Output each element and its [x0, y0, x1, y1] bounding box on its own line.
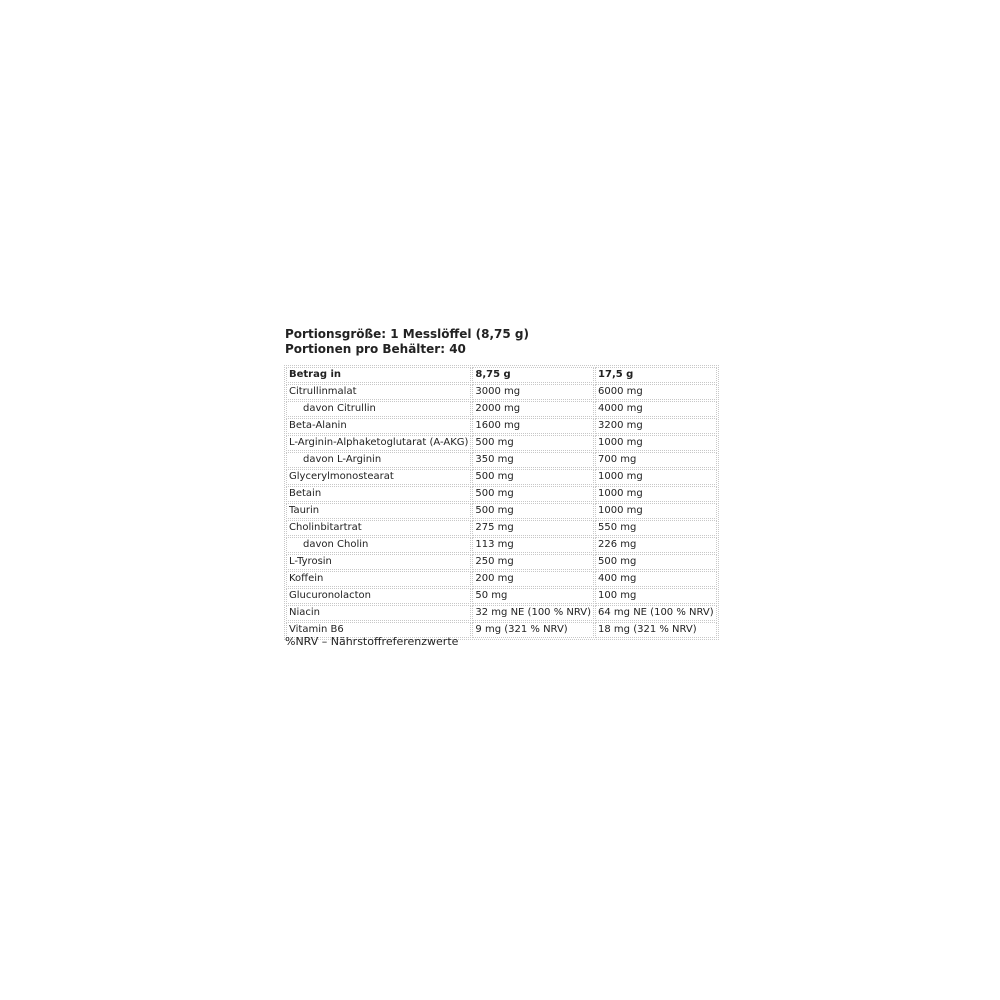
nutrition-table — [284, 365, 719, 640]
row-value-2: 100 mg — [595, 588, 717, 604]
row-value-1: 9 mg (321 % NRV) — [472, 622, 594, 638]
table-row — [286, 418, 717, 434]
row-name: Betain — [286, 486, 471, 502]
row-name: davon Citrullin — [286, 401, 471, 417]
table-row — [286, 452, 717, 468]
row-value-2: 1000 mg — [595, 486, 717, 502]
table-row — [286, 537, 717, 553]
row-value-2: 700 mg — [595, 452, 717, 468]
row-value-1: 200 mg — [472, 571, 594, 587]
row-value-1: 2000 mg — [472, 401, 594, 417]
table-header-row — [286, 367, 717, 383]
row-value-2: 550 mg — [595, 520, 717, 536]
row-value-1: 3000 mg — [472, 384, 594, 400]
row-value-1: 1600 mg — [472, 418, 594, 434]
row-value-1: 275 mg — [472, 520, 594, 536]
row-value-1: 32 mg NE (100 % NRV) — [472, 605, 594, 621]
row-value-2: 64 mg NE (100 % NRV) — [595, 605, 717, 621]
row-name: Glycerylmonostearat — [286, 469, 471, 485]
row-name: Glucuronolacton — [286, 588, 471, 604]
row-name: Citrullinmalat — [286, 384, 471, 400]
row-name: davon L-Arginin — [286, 452, 471, 468]
table-row — [286, 384, 717, 400]
row-value-2: 18 mg (321 % NRV) — [595, 622, 717, 638]
row-name: Koffein — [286, 571, 471, 587]
row-value-2: 400 mg — [595, 571, 717, 587]
row-value-1: 500 mg — [472, 469, 594, 485]
column-header-serving-2: 17,5 g — [595, 367, 717, 383]
table-row — [286, 435, 717, 451]
table-row — [286, 401, 717, 417]
row-name: Beta-Alanin — [286, 418, 471, 434]
table-row — [286, 520, 717, 536]
row-value-1: 500 mg — [472, 503, 594, 519]
row-value-2: 4000 mg — [595, 401, 717, 417]
row-value-2: 500 mg — [595, 554, 717, 570]
row-value-1: 500 mg — [472, 486, 594, 502]
row-value-2: 6000 mg — [595, 384, 717, 400]
table-row — [286, 486, 717, 502]
row-value-1: 113 mg — [472, 537, 594, 553]
row-name: Vitamin B6 — [286, 622, 471, 638]
table-row — [286, 571, 717, 587]
table-row — [286, 554, 717, 570]
table-row — [286, 503, 717, 519]
table-row — [286, 588, 717, 604]
row-value-2: 3200 mg — [595, 418, 717, 434]
row-value-2: 226 mg — [595, 537, 717, 553]
serving-size: Portionsgröße: 1 Messlöffel (8,75 g) — [285, 327, 529, 341]
row-value-2: 1000 mg — [595, 435, 717, 451]
row-value-1: 500 mg — [472, 435, 594, 451]
row-value-2: 1000 mg — [595, 503, 717, 519]
footnote: %NRV – Nährstoffreferenzwerte — [285, 635, 459, 648]
row-name: Taurin — [286, 503, 471, 519]
row-name: davon Cholin — [286, 537, 471, 553]
column-header-serving-1: 8,75 g — [472, 367, 594, 383]
row-value-1: 350 mg — [472, 452, 594, 468]
table-row — [286, 605, 717, 621]
row-name: L-Tyrosin — [286, 554, 471, 570]
row-name: L-Arginin-Alphaketoglutarat (A-AKG) — [286, 435, 471, 451]
column-header-amount: Betrag in — [286, 367, 471, 383]
serving-info — [285, 327, 529, 357]
table-row — [286, 469, 717, 485]
row-value-2: 1000 mg — [595, 469, 717, 485]
row-name: Cholinbitartrat — [286, 520, 471, 536]
servings-per-container: Portionen pro Behälter: 40 — [285, 342, 466, 356]
row-name: Niacin — [286, 605, 471, 621]
row-value-1: 50 mg — [472, 588, 594, 604]
row-value-1: 250 mg — [472, 554, 594, 570]
